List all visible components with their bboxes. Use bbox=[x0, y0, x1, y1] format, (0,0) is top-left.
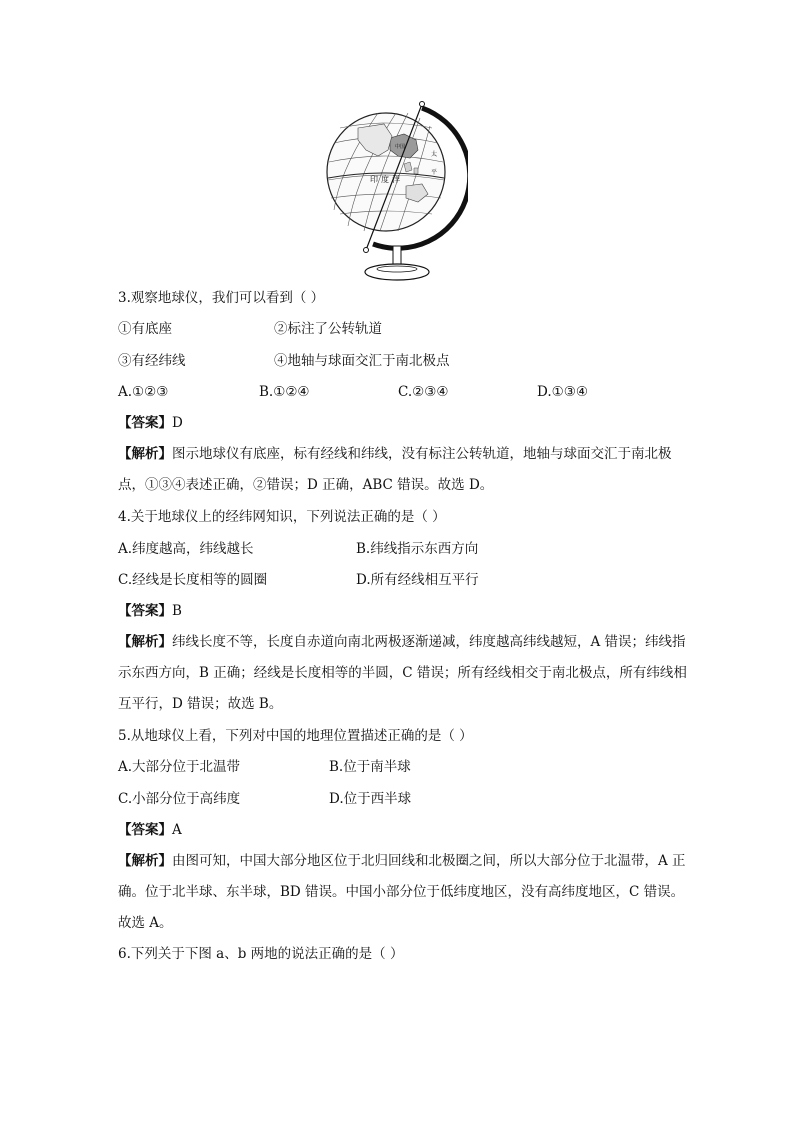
q5-option-a: A.大部分位于北温带 bbox=[118, 759, 241, 775]
q6-stem: 6.下列关于下图 a、b 两地的说法正确的是（ ） bbox=[118, 946, 404, 962]
q4-answer-tag: 【答案】 bbox=[118, 603, 172, 619]
q5-option-b: B.位于南半球 bbox=[329, 759, 411, 775]
q5-analysis-tag: 【解析】 bbox=[118, 853, 172, 869]
q4-option-d: D.所有经线相互平行 bbox=[356, 572, 479, 588]
q4-analysis-tag: 【解析】 bbox=[118, 634, 172, 650]
q3-answer-tag: 【答案】 bbox=[118, 415, 172, 431]
q5-stem: 5.从地球仪上看，下列对中国的地理位置描述正确的是（ ） bbox=[118, 728, 473, 744]
q5-analysis bbox=[118, 846, 688, 939]
globe-label-china: 中国 bbox=[395, 144, 406, 150]
q3-option-d: D.①③④ bbox=[537, 384, 588, 400]
q5-answer-value: A bbox=[172, 822, 182, 838]
q3-analysis-text: 图示地球仪有底座，标有经线和纬线，没有标注公转轨道，地轴与球面交汇于南北极点，①③④表述正确，②错误；D 正确，ABC 错误。故选 D。 bbox=[118, 446, 672, 493]
q4-analysis bbox=[118, 627, 688, 720]
q4-answer bbox=[118, 601, 182, 621]
q3-analysis-tag: 【解析】 bbox=[118, 446, 172, 462]
q5-answer-tag: 【答案】 bbox=[118, 822, 172, 838]
q5-answer bbox=[118, 820, 182, 840]
q3-item-3: ③有经纬线 bbox=[118, 353, 186, 369]
q3-analysis bbox=[118, 439, 688, 501]
q4-answer-value: B bbox=[172, 603, 182, 619]
q3-stem: 3.观察地球仪，我们可以看到（ ） bbox=[118, 290, 325, 306]
q4-option-b: B.纬线指示东西方向 bbox=[356, 541, 479, 557]
q3-option-c: C.②③④ bbox=[398, 384, 449, 400]
q3-item-2: ②标注了公转轨道 bbox=[274, 321, 382, 337]
globe-label-tai: 太 bbox=[431, 151, 438, 158]
q5-option-d: D.位于西半球 bbox=[329, 791, 412, 807]
globe-label-ocean: 印度洋 bbox=[370, 175, 403, 184]
q3-item-1: ①有底座 bbox=[118, 321, 172, 337]
q4-stem: 4.关于地球仪上的经纬网知识，下列说法正确的是（ ） bbox=[118, 509, 446, 525]
globe-label-ping: 平 bbox=[431, 169, 438, 176]
q4-analysis-text: 纬线长度不等，长度自赤道向南北两极逐渐递减，纬度越高纬线越短，A 错误；纬线指示东西方向，B 正确；经线是长度相等的半圆，C 错误；所有经线相交于南北极点，所有纬线相互平行，D 错误；故选 B。 bbox=[118, 634, 687, 712]
globe-illustration bbox=[318, 98, 468, 284]
q4-option-a: A.纬度越高，纬线越长 bbox=[118, 541, 254, 557]
q3-answer bbox=[118, 413, 183, 433]
q4-option-c: C.经线是长度相等的圆圈 bbox=[118, 572, 268, 588]
q3-answer-value: D bbox=[172, 415, 183, 431]
q3-option-a: A.①②③ bbox=[118, 384, 169, 400]
q5-option-c: C.小部分位于高纬度 bbox=[118, 791, 241, 807]
q3-item-4: ④地轴与球面交汇于南北极点 bbox=[274, 353, 450, 369]
q5-analysis-text: 由图可知，中国大部分地区位于北归回线和北极圈之间，所以大部分位于北温带，A 正确。位于北半球、东半球，BD 错误。中国小部分位于低纬度地区，没有高纬度地区，C 错误。故选 A。 bbox=[118, 853, 686, 931]
q3-option-b: B.①②④ bbox=[259, 384, 310, 400]
